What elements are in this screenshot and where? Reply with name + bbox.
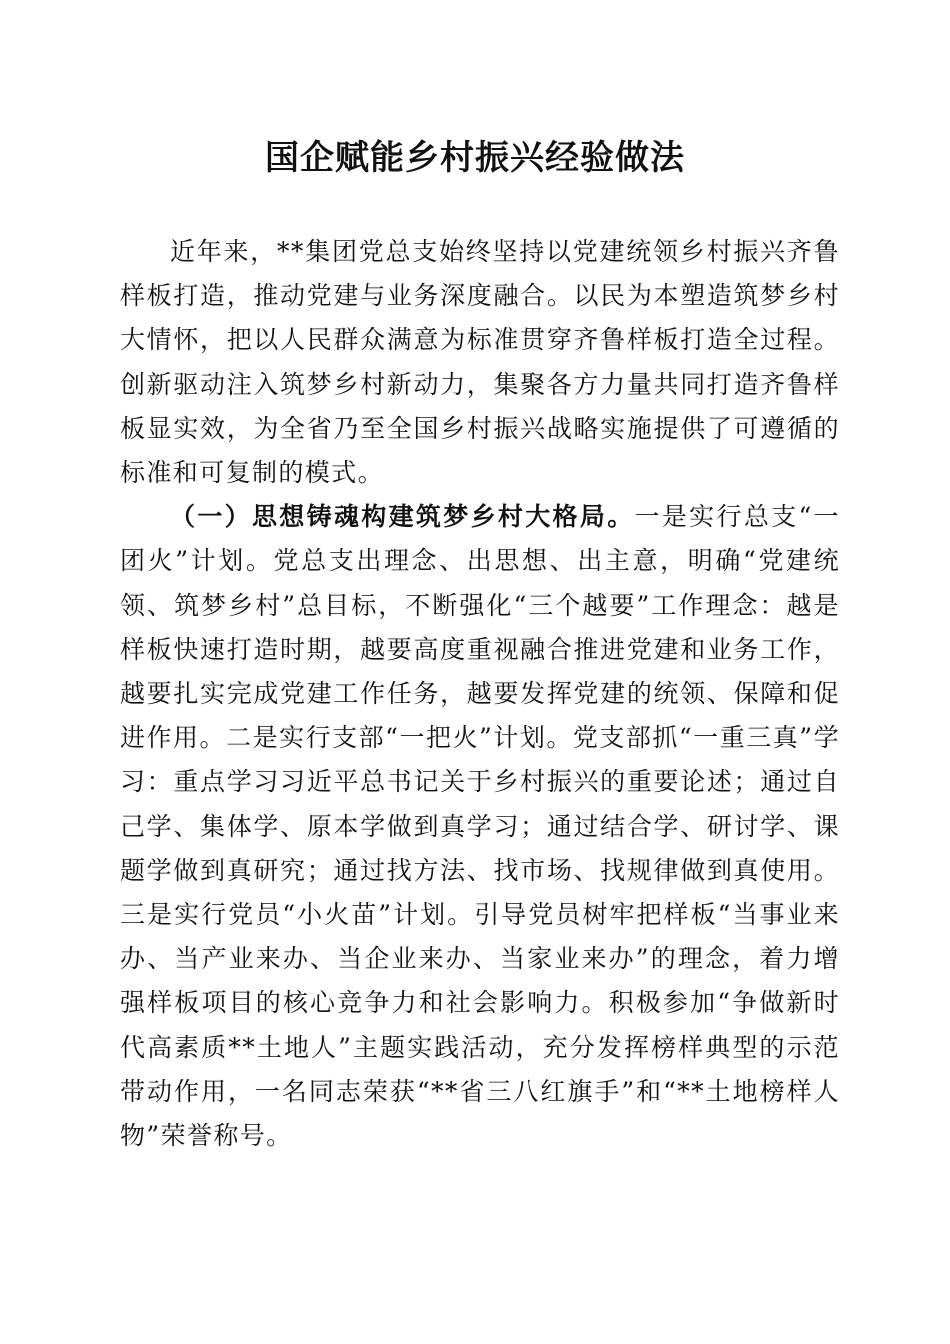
- document-title: 国企赋能乡村振兴经验做法: [265, 138, 685, 178]
- document-body: [120, 230, 840, 1158]
- intro-paragraph: [120, 230, 840, 495]
- section-one-paragraph: [120, 495, 840, 1158]
- section-one-heading: （一）思想铸魂构建筑梦乡村大格局。: [170, 502, 635, 532]
- intro-paragraph-text: 近年来，**集团党总支始终坚持以党建统领乡村振兴齐鲁样板打造，推动党建与业务深度融合。以民为本塑造筑梦乡村大情怀，把以人民群众满意为标准贯穿齐鲁样板打造全过程。创新驱动注入筑梦乡村新动力，集聚各方力量共同打造齐鲁样板显实效，为全省乃至全国乡村振兴战略实施提供了可遵循的标准和可复制的模式。: [120, 237, 840, 488]
- section-one-text: 一是实行总支“一团火”计划。党总支出理念、出思想、出主意，明确“党建统领、筑梦乡村”总目标，不断强化“三个越要”工作理念：越是样板快速打造时期，越要高度重视融合推进党建和业务工作，越要扎实完成党建工作任务，越要发挥党建的统领、保障和促进作用。二是实行支部“一把火”计划。党支部抓“一重三真”学习：重点学习习近平总书记关于乡村振兴的重要论述；通过自己学、集体学、原本学做到真学习；通过结合学、研讨学、课题学做到真研究；通过找方法、找市场、找规律做到真使用。三是实行党员“小火苗”计划。引导党员树牢把样板“当事业来办、当产业来办、当企业来办、当家业来办”的理念，着力增强样板项目的核心竞争力和社会影响力。积极参加“争做新时代高素质**土地人”主题实践活动，充分发挥榜样典型的示范带动作用，一名同志荣获“**省三八红旗手”和“**土地榜样人物”荣誉称号。: [120, 502, 840, 1151]
